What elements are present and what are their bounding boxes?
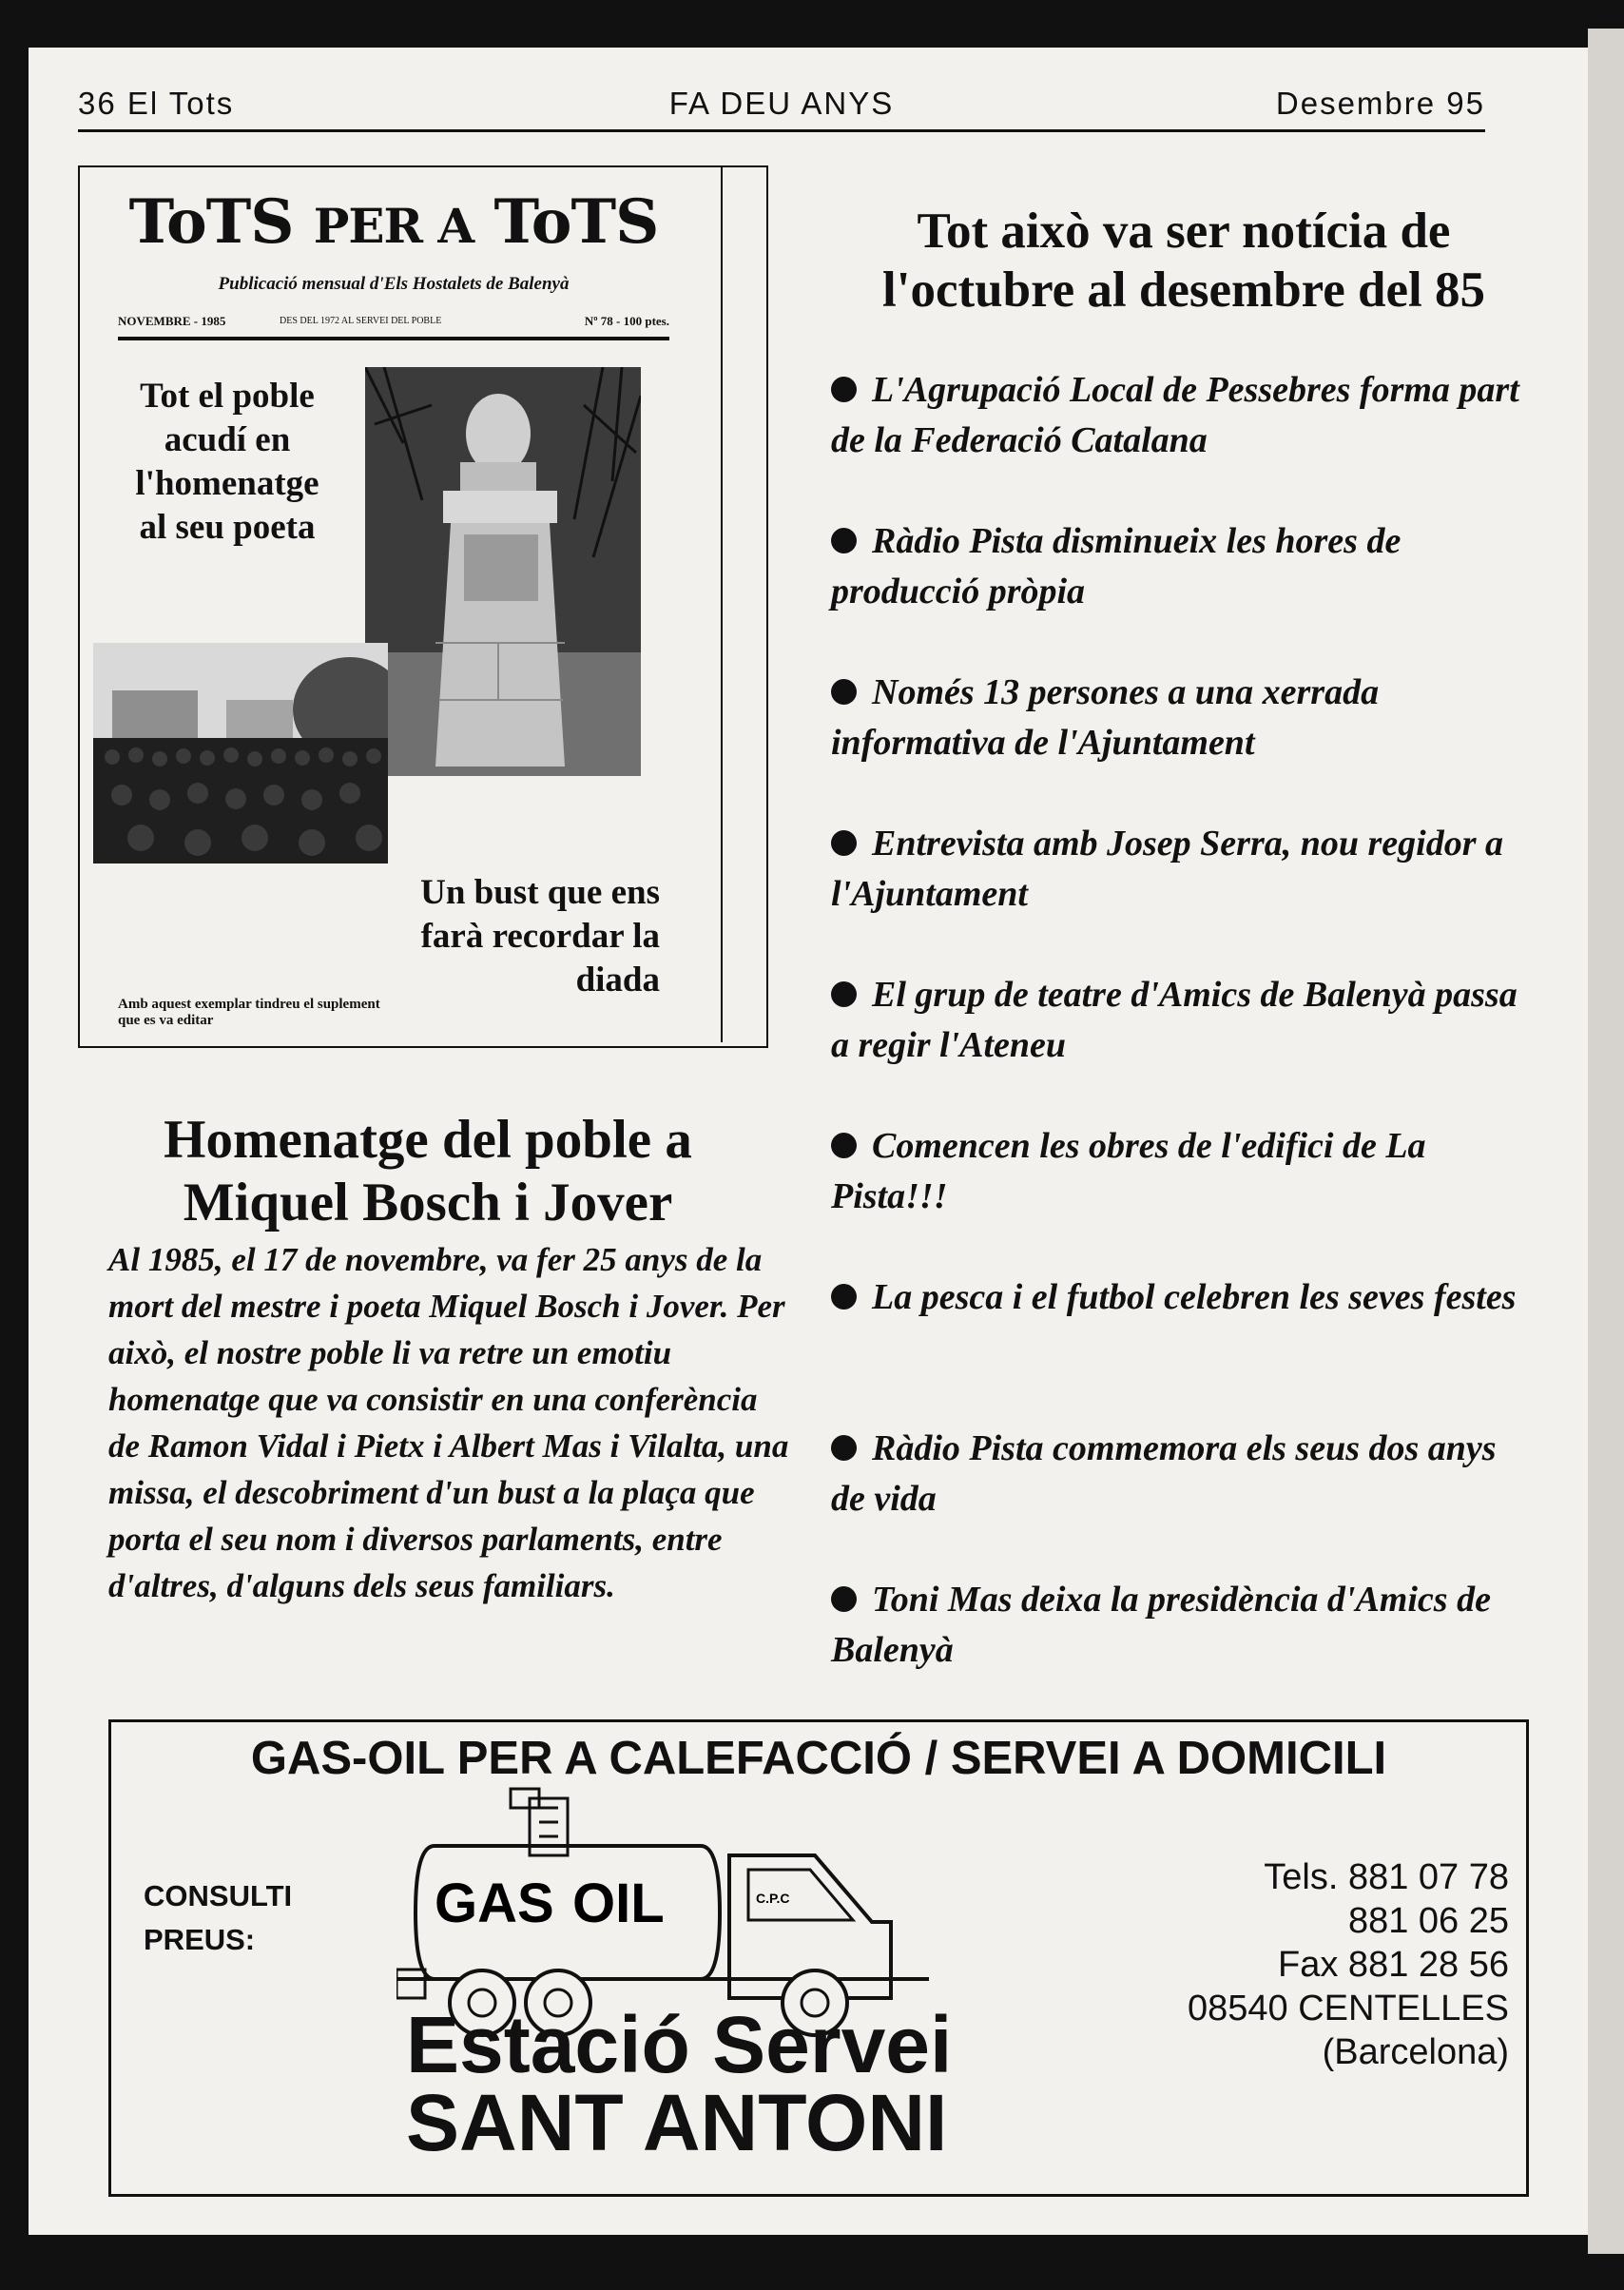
bullet-icon [831, 1435, 857, 1461]
postal-city: 08540 CENTELLES [1188, 1989, 1509, 2028]
news-item-text: El grup de teatre d'Amics de Balenyà passa a regir l'Ateneu [831, 975, 1518, 1065]
masthead-rule [118, 337, 669, 340]
running-header [78, 78, 1485, 124]
issue-date: Desembre 95 [1275, 86, 1485, 121]
news-item-text: La pesca i el futbol celebren les seves festes [872, 1277, 1517, 1317]
bullet-icon [831, 1586, 857, 1612]
news-item [831, 819, 1535, 920]
article-title: Homenatge del poble a Miquel Bosch i Jover [164, 1110, 692, 1232]
bust-monument-photo [365, 367, 641, 776]
masthead-word-2: PER A [313, 198, 474, 254]
bullet-icon [831, 1133, 857, 1158]
phone-2: 881 06 25 [1347, 1901, 1509, 1941]
station-name [406, 2000, 996, 2167]
news-item-text: Toni Mas deixa la presidència d'Amics de Balenyà [831, 1580, 1491, 1670]
cover-date: NOVEMBRE - 1985 [118, 314, 226, 328]
news-item [831, 516, 1535, 617]
cover-supplement-note: Amb aquest exemplar tindreu el suplement que es va editar [118, 997, 380, 1028]
news-item [831, 970, 1535, 1071]
news-item-text: Entrevista amb Josep Serra, nou regidor a l'Ajuntament [831, 824, 1504, 914]
fax-number: Fax 881 28 56 [1278, 1945, 1509, 1985]
truck-label-gas: GAS [435, 1873, 554, 1934]
ad-contact-block [1110, 1855, 1509, 2074]
masthead-word-1: ToTS [128, 186, 294, 258]
news-item [831, 1121, 1535, 1222]
next-page-edge [1588, 29, 1624, 2254]
truck-tag: C.P.C [756, 1891, 790, 1906]
masthead [118, 186, 669, 258]
bullet-icon [831, 528, 857, 553]
ad-headline: GAS-OIL PER A CALEFACCIÓ / SERVEI A DOMICILI [250, 1733, 1387, 1784]
cover-clipping [78, 165, 768, 1048]
section-title: FA DEU ANYS [668, 86, 895, 121]
news-item [831, 365, 1535, 466]
station-name-line-1: Estació Servei [406, 2000, 953, 2089]
news-item-text: L'Agrupació Local de Pessebres forma part de la Federació Catalana [831, 370, 1519, 460]
cover-since: DES DEL 1972 AL SERVEI DEL POBLE [280, 316, 442, 326]
news-item [831, 668, 1535, 768]
bullet-icon [831, 981, 857, 1007]
region: (Barcelona) [1322, 2032, 1509, 2072]
bullet-icon [831, 1284, 857, 1310]
ad-consult-prices: CONSULTI PREUS: [144, 1879, 293, 1956]
crowd-photo [93, 643, 388, 864]
news-item [831, 1272, 1535, 1373]
masthead-word-3: ToTS [493, 186, 659, 258]
masthead-subtitle: Publicació mensual d'Els Hostalets de Balenyà [218, 274, 570, 294]
station-name-line-2: SANT ANTONI [406, 2078, 948, 2167]
news-section-title: Tot això va ser notícia de l'octubre al desembre del 85 [882, 204, 1485, 318]
news-item-text: Ràdio Pista disminueix les hores de producció pròpia [831, 521, 1402, 611]
cover-headline-1: Tot el poble acudí en l'homenatge al seu poeta [135, 377, 319, 547]
truck-label-oil: OIL [572, 1873, 665, 1934]
news-item [831, 1575, 1535, 1676]
bullet-icon [831, 377, 857, 402]
cover-issue: Nº 78 - 100 ptes. [584, 314, 669, 328]
news-item-text: Ràdio Pista commemora els seus dos anys de vida [831, 1428, 1497, 1519]
bullet-icon [831, 679, 857, 705]
header-rule [78, 129, 1485, 132]
page-number-and-magazine: 36 El Tots [78, 86, 235, 121]
article-body: Al 1985, el 17 de novembre, va fer 25 anys de la mort del mestre i poeta Miquel Bosch i Jover. Per això, el nostre poble li va retre un emotiu homenatge que va consistir en una conferència de Ramon Vidal i Pietx i Albert Mas i Vilalta, una missa, el descobriment d'un bust a la plaça que porta el seu nom i diversos parlaments, entre d'altres, d'alguns dels seus familiars. [108, 1241, 789, 1604]
news-list [831, 365, 1535, 1726]
phone-1: Tels. 881 07 78 [1264, 1857, 1509, 1897]
news-item [831, 1424, 1535, 1524]
news-item-text: Comencen les obres de l'edifici de La Pista!!! [831, 1126, 1426, 1216]
bullet-icon [831, 830, 857, 856]
news-item-text: Només 13 persones a una xerrada informativa de l'Ajuntament [831, 672, 1380, 763]
gas-station-ad [108, 1719, 1529, 2197]
cover-headline-2: Un bust que ens farà recordar la diada [420, 873, 660, 999]
